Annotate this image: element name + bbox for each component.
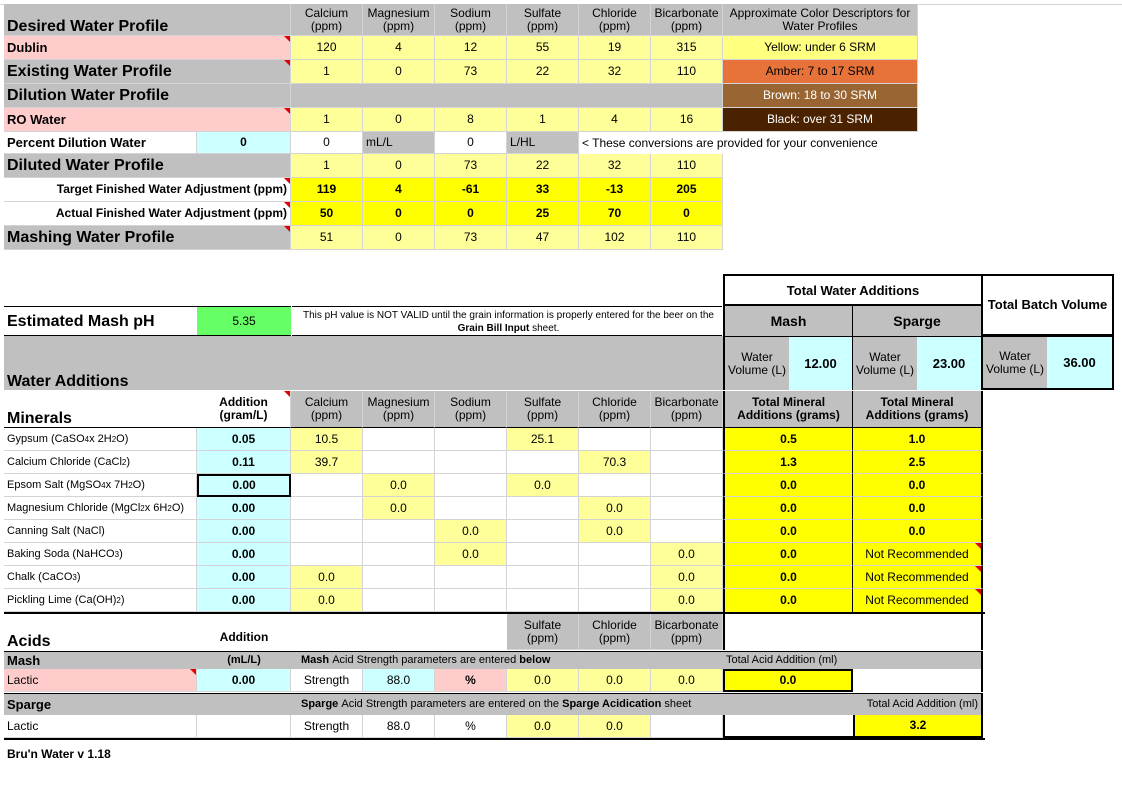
ro-water-label[interactable]: RO Water xyxy=(4,108,291,132)
mashing-bicarbonate: 110 xyxy=(651,226,723,250)
mineral-addition-input[interactable]: 0.00 xyxy=(197,520,291,543)
srm-amber: Amber: 7 to 17 SRM xyxy=(723,60,918,84)
diluted-chloride: 32 xyxy=(579,154,651,178)
color-descriptor-header: Approximate Color Descriptors for Water Profiles xyxy=(723,4,918,36)
mineral-sulfate xyxy=(507,543,579,566)
target-calcium: 119 xyxy=(291,178,363,202)
mashing-profile-label: Mashing Water Profile xyxy=(4,226,291,250)
acid-header-total-blank xyxy=(723,614,983,650)
mineral-mash-total: 0.0 xyxy=(723,543,853,566)
sparge-total-acid-label: Total Acid Addition (ml) xyxy=(853,693,983,715)
mineral-mash-total: 0.0 xyxy=(723,566,853,589)
mineral-name-epsom-salt: Epsom Salt (MgSO 4 x 7H 2 O) xyxy=(4,474,197,497)
sparge-acid-label: Sparge xyxy=(4,693,197,715)
mineral-sulfate xyxy=(507,451,579,474)
mineral-magnesium: 0.0 xyxy=(363,497,435,520)
total-batch-volume-header: Total Batch Volume xyxy=(983,274,1114,336)
existing-magnesium[interactable]: 0 xyxy=(363,60,435,84)
header-calcium: Calcium (ppm) xyxy=(291,4,363,36)
existing-sulfate[interactable]: 22 xyxy=(507,60,579,84)
diluted-sulfate: 22 xyxy=(507,154,579,178)
mineral-bicarbonate xyxy=(651,520,723,543)
mash-water-volume[interactable]: 12.00 xyxy=(789,336,853,390)
mineral-bicarbonate xyxy=(651,497,723,520)
acid-unit-header: (mL/L) xyxy=(197,651,291,669)
mineral-magnesium xyxy=(363,543,435,566)
ro-bicarbonate[interactable]: 16 xyxy=(651,108,723,132)
mineral-bicarbonate: 0.0 xyxy=(651,566,723,589)
mineral-sulfate xyxy=(507,589,579,612)
target-chloride: -13 xyxy=(579,178,651,202)
percent-dilution-input[interactable]: 0 xyxy=(197,132,291,154)
mineral-sulfate: 25.1 xyxy=(507,428,579,451)
mineral-addition-input[interactable]: 0.00 xyxy=(197,566,291,589)
sparge-acid-note-suffix: sheet xyxy=(664,698,692,710)
ro-calcium[interactable]: 1 xyxy=(291,108,363,132)
batch-water-volume-label: Water Volume (L) xyxy=(983,336,1047,390)
acids-bottom-rule xyxy=(4,738,985,740)
mineral-header-chloride: Chloride (ppm) xyxy=(579,391,651,428)
minerals-label: Minerals xyxy=(4,391,197,428)
mineral-addition-input[interactable]: 0.11 xyxy=(197,451,291,474)
dublin-chloride[interactable]: 19 xyxy=(579,36,651,60)
version-label: Bru'n Water v 1.18 xyxy=(7,746,111,761)
header-sulfate: Sulfate (ppm) xyxy=(507,4,579,36)
target-bicarbonate: 205 xyxy=(651,178,723,202)
mineral-sparge-total: Not Recommended xyxy=(853,566,983,589)
mineral-chloride xyxy=(579,566,651,589)
sparge-acid-note xyxy=(291,693,853,715)
mineral-chloride: 0.0 xyxy=(579,520,651,543)
ro-magnesium[interactable]: 0 xyxy=(363,108,435,132)
sparge-acid-strength-label: Strength xyxy=(291,715,363,738)
mineral-magnesium xyxy=(363,589,435,612)
mineral-sulfate xyxy=(507,520,579,543)
header-magnesium: Magnesium (ppm) xyxy=(363,4,435,36)
sparge-acid-note-sheet: Sparge Acidication xyxy=(562,698,662,710)
actual-sulfate: 25 xyxy=(507,202,579,226)
actual-calcium: 50 xyxy=(291,202,363,226)
sparge-acid-name: Lactic xyxy=(4,715,197,738)
mineral-chloride: 70.3 xyxy=(579,451,651,474)
diluted-bicarbonate: 110 xyxy=(651,154,723,178)
target-sulfate: 33 xyxy=(507,178,579,202)
water-additions-label: Water Additions xyxy=(4,336,723,390)
header-sodium: Sodium (ppm) xyxy=(435,4,507,36)
mineral-calcium: 0.0 xyxy=(291,589,363,612)
mineral-sulfate: 0.0 xyxy=(507,474,579,497)
header-bicarbonate: Bicarbonate (ppm) xyxy=(651,4,723,36)
acid-header-chloride: Chloride (ppm) xyxy=(579,614,651,650)
header-chloride: Chloride (ppm) xyxy=(579,4,651,36)
existing-chloride[interactable]: 32 xyxy=(579,60,651,84)
mashing-magnesium: 0 xyxy=(363,226,435,250)
dilution-lhl-value: 0 xyxy=(435,132,507,154)
mineral-calcium: 39.7 xyxy=(291,451,363,474)
mineral-addition-input[interactable]: 0.00 xyxy=(197,543,291,566)
mineral-header-bicarbonate: Bicarbonate (ppm) xyxy=(651,391,723,428)
mash-total-acid-blank xyxy=(853,669,983,692)
acid-header-sulfate: Sulfate (ppm) xyxy=(507,614,579,650)
mineral-header-sulfate: Sulfate (ppm) xyxy=(507,391,579,428)
sparge-acid-note-bold: Sparge xyxy=(301,698,339,710)
existing-calcium[interactable]: 1 xyxy=(291,60,363,84)
mineral-bicarbonate: 0.0 xyxy=(651,589,723,612)
dublin-sodium[interactable]: 12 xyxy=(435,36,507,60)
mash-acid-addition-input[interactable]: 0.00 xyxy=(197,669,291,692)
mineral-mash-total: 0.5 xyxy=(723,428,853,451)
mineral-mash-total: 0.0 xyxy=(723,589,853,612)
ph-note-sheet-name: Grain Bill Input xyxy=(457,323,530,334)
ro-sulfate[interactable]: 1 xyxy=(507,108,579,132)
dilution-profile-band xyxy=(291,84,723,108)
sparge-acid-sulfate: 0.0 xyxy=(507,715,579,738)
mash-acid-note xyxy=(291,651,723,669)
mineral-magnesium: 0.0 xyxy=(363,474,435,497)
total-mash-minerals-header: Total Mineral Additions (grams) xyxy=(723,391,853,428)
mineral-bicarbonate: 0.0 xyxy=(651,543,723,566)
percent-dilution-label: Percent Dilution Water xyxy=(4,132,197,154)
dublin-bicarbonate[interactable]: 315 xyxy=(651,36,723,60)
total-sparge-minerals-header: Total Mineral Additions (grams) xyxy=(853,391,983,428)
mineral-mash-total: 0.0 xyxy=(723,497,853,520)
diluted-magnesium: 0 xyxy=(363,154,435,178)
ro-sodium[interactable]: 8 xyxy=(435,108,507,132)
acid-addition-header: Addition xyxy=(197,614,291,650)
mineral-name-baking-soda: Baking Soda (NaHCO 3 ) xyxy=(4,543,197,566)
mineral-sodium xyxy=(435,451,507,474)
mineral-calcium xyxy=(291,520,363,543)
ph-note xyxy=(292,306,722,336)
mash-acid-name[interactable]: Lactic xyxy=(4,669,197,692)
mineral-sodium xyxy=(435,428,507,451)
dublin-sulfate[interactable]: 55 xyxy=(507,36,579,60)
mineral-sparge-total: Not Recommended xyxy=(853,543,983,566)
ph-note-prefix: This pH value is NOT VALID until the grain information is properly entered for the beer on the xyxy=(303,310,714,321)
mineral-sparge-total: 0.0 xyxy=(853,520,983,543)
desired-profile-label: Desired Water Profile xyxy=(4,4,291,36)
acid-header-bicarbonate: Bicarbonate (ppm) xyxy=(651,614,723,650)
mineral-sodium: 0.0 xyxy=(435,520,507,543)
sparge-acid-chloride: 0.0 xyxy=(579,715,651,738)
dilution-ml-value: 0 xyxy=(291,132,363,154)
existing-profile-label: Existing Water Profile xyxy=(4,60,291,84)
diluted-calcium: 1 xyxy=(291,154,363,178)
mineral-magnesium xyxy=(363,451,435,474)
mineral-name-canning-salt: Canning Salt (NaCl) xyxy=(4,520,197,543)
sparge-acid-note-text: Acid Strength parameters are entered on the xyxy=(341,698,560,710)
mineral-addition-input[interactable]: 0.05 xyxy=(197,428,291,451)
mineral-magnesium xyxy=(363,566,435,589)
existing-sodium[interactable]: 73 xyxy=(435,60,507,84)
mineral-calcium xyxy=(291,474,363,497)
mineral-addition-input[interactable]: 0.00 xyxy=(197,497,291,520)
mash-acid-chloride: 0.0 xyxy=(579,669,651,692)
srm-brown: Brown: 18 to 30 SRM xyxy=(723,84,918,108)
mash-acid-note-text: Acid Strength parameters are entered xyxy=(332,654,517,666)
target-sodium: -61 xyxy=(435,178,507,202)
dublin-calcium[interactable]: 120 xyxy=(291,36,363,60)
sparge-acid-addition-blank xyxy=(197,715,291,738)
mineral-header-calcium: Calcium (ppm) xyxy=(291,391,363,428)
mineral-chloride xyxy=(579,589,651,612)
mineral-chloride: 0.0 xyxy=(579,497,651,520)
dilution-profile-label: Dilution Water Profile xyxy=(4,84,291,108)
mineral-addition-input[interactable]: 0.00 xyxy=(197,589,291,612)
mineral-mash-total: 1.3 xyxy=(723,451,853,474)
mineral-magnesium xyxy=(363,520,435,543)
dublin-label[interactable]: Dublin xyxy=(4,36,291,60)
mineral-bicarbonate xyxy=(651,428,723,451)
sparge-total-acid-blank xyxy=(723,715,853,738)
mineral-bicarbonate xyxy=(651,474,723,497)
mineral-sodium xyxy=(435,474,507,497)
mineral-sulfate xyxy=(507,566,579,589)
mash-header: Mash xyxy=(723,306,853,336)
dublin-magnesium[interactable]: 4 xyxy=(363,36,435,60)
mineral-sparge-total: 0.0 xyxy=(853,474,983,497)
addition-header: Addition (gram/L) xyxy=(197,391,291,428)
mineral-header-sodium: Sodium (ppm) xyxy=(435,391,507,428)
dilution-lhl-unit: L/HL xyxy=(507,132,579,154)
actual-adjustment-label: Actual Finished Water Adjustment (ppm) xyxy=(4,202,291,226)
acids-label: Acids xyxy=(4,614,197,650)
sparge-acid-bicarbonate-blank xyxy=(651,715,723,738)
ro-chloride[interactable]: 4 xyxy=(579,108,651,132)
mash-acid-bicarbonate: 0.0 xyxy=(651,669,723,692)
total-water-additions-header: Total Water Additions xyxy=(723,274,983,306)
sparge-total-acid-value: 3.2 xyxy=(853,715,983,738)
mineral-sodium xyxy=(435,566,507,589)
sparge-header: Sparge xyxy=(853,306,983,336)
conversion-note: < These conversions are provided for your convenience xyxy=(582,135,878,150)
mash-total-acid-value: 0.0 xyxy=(723,669,853,692)
mash-acid-strength-unit[interactable]: % xyxy=(435,669,507,692)
mineral-sparge-total: 1.0 xyxy=(853,428,983,451)
mineral-sodium: 0.0 xyxy=(435,543,507,566)
mineral-chloride xyxy=(579,474,651,497)
mineral-name-calcium-chloride: Calcium Chloride (CaCl 2 ) xyxy=(4,451,197,474)
actual-sodium: 0 xyxy=(435,202,507,226)
srm-black: Black: over 31 SRM xyxy=(723,108,918,132)
mashing-sodium: 73 xyxy=(435,226,507,250)
target-adjustment-label: Target Finished Water Adjustment (ppm) xyxy=(4,178,291,202)
batch-water-volume[interactable]: 36.00 xyxy=(1047,336,1114,390)
sparge-water-volume[interactable]: 23.00 xyxy=(917,336,983,390)
mineral-sodium xyxy=(435,589,507,612)
diluted-profile-label: Diluted Water Profile xyxy=(4,154,291,178)
mineral-sparge-total: 2.5 xyxy=(853,451,983,474)
mash-acid-note-below: below xyxy=(519,654,551,666)
actual-magnesium: 0 xyxy=(363,202,435,226)
mineral-chloride xyxy=(579,543,651,566)
sparge-acid-band-blank xyxy=(197,693,291,715)
mashing-sulfate: 47 xyxy=(507,226,579,250)
sparge-acid-strength: 88.0 xyxy=(363,715,435,738)
srm-yellow: Yellow: under 6 SRM xyxy=(723,36,918,60)
mineral-calcium: 0.0 xyxy=(291,566,363,589)
mineral-header-magnesium: Magnesium (ppm) xyxy=(363,391,435,428)
mineral-name-chalk: Chalk (CaCO 3 ) xyxy=(4,566,197,589)
estimated-ph-label: Estimated Mash pH xyxy=(4,306,197,336)
mashing-calcium: 51 xyxy=(291,226,363,250)
mineral-mash-total: 0.0 xyxy=(723,520,853,543)
mineral-name-pickling-lime: Pickling Lime (Ca(OH) 2 ) xyxy=(4,589,197,612)
mineral-mash-total: 0.0 xyxy=(723,474,853,497)
existing-bicarbonate[interactable]: 110 xyxy=(651,60,723,84)
actual-chloride: 70 xyxy=(579,202,651,226)
estimated-ph-value: 5.35 xyxy=(197,306,291,336)
mineral-sparge-total: Not Recommended xyxy=(853,589,983,612)
mash-water-volume-label: Water Volume (L) xyxy=(723,336,789,390)
actual-bicarbonate: 0 xyxy=(651,202,723,226)
mash-acid-strength-label: Strength xyxy=(291,669,363,692)
sparge-acid-strength-unit: % xyxy=(435,715,507,738)
mineral-sulfate xyxy=(507,497,579,520)
mash-acid-label: Mash xyxy=(4,651,197,669)
mashing-chloride: 102 xyxy=(579,226,651,250)
dilution-ml-unit: mL/L xyxy=(363,132,435,154)
mineral-calcium xyxy=(291,543,363,566)
mineral-name-gypsum: Gypsum (CaSO 4 x 2H 2 O) xyxy=(4,428,197,451)
mineral-addition-input-selected[interactable]: 0.00 xyxy=(197,474,291,497)
mineral-chloride xyxy=(579,428,651,451)
mineral-magnesium xyxy=(363,428,435,451)
mash-acid-strength-input[interactable]: 88.0 xyxy=(363,669,435,692)
mineral-bicarbonate xyxy=(651,451,723,474)
mineral-sparge-total: 0.0 xyxy=(853,497,983,520)
mash-total-acid-label: Total Acid Addition (ml) xyxy=(723,651,983,669)
target-magnesium: 4 xyxy=(363,178,435,202)
mash-acid-sulfate: 0.0 xyxy=(507,669,579,692)
mineral-name-magnesium-chloride: Magnesium Chloride (MgCl 2 x 6H 2 O) xyxy=(4,497,197,520)
mash-acid-note-bold: Mash xyxy=(301,654,330,666)
ph-note-suffix: sheet. xyxy=(532,323,560,334)
sparge-water-volume-label: Water Volume (L) xyxy=(853,336,917,390)
mineral-calcium: 10.5 xyxy=(291,428,363,451)
diluted-sodium: 73 xyxy=(435,154,507,178)
mineral-sodium xyxy=(435,497,507,520)
acid-header-blank xyxy=(291,614,507,650)
mineral-calcium xyxy=(291,497,363,520)
